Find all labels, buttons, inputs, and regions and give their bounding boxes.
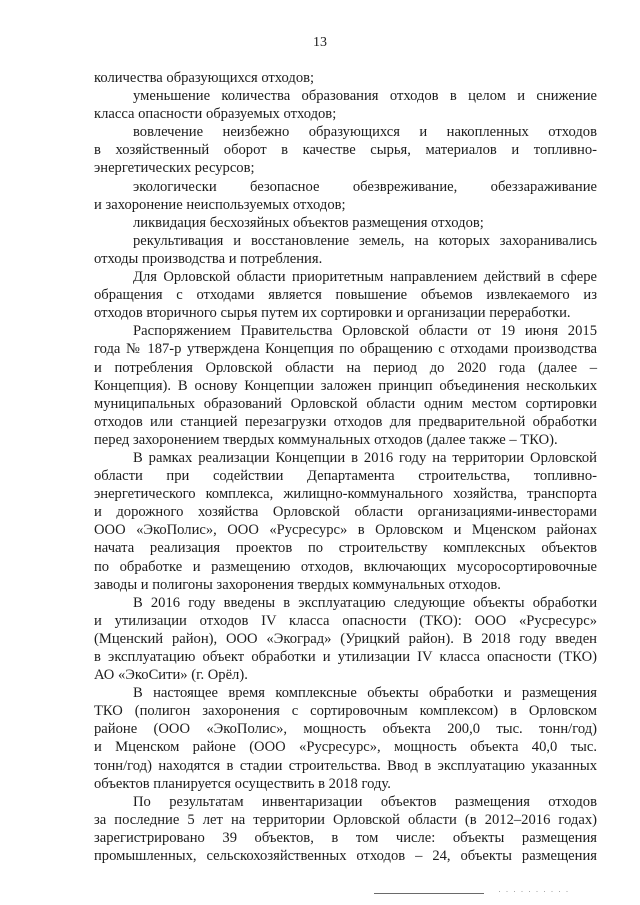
text-line: зарегистрировано 39 объектов, в том числе: объекты размещения (94, 829, 597, 846)
text-line: вовлечение неизбежно образующихся и накопленных отходов (133, 124, 597, 141)
paragraph (94, 449, 597, 594)
paragraph (94, 69, 597, 87)
paragraph (94, 178, 597, 214)
text-line: за последние 5 лет на территории Орловской области (в 2012–2016 годах) (94, 811, 597, 828)
text-line: рекультивация и восстановление земель, на которых захоранивались (133, 232, 597, 249)
text-line: в эксплуатацию объект обработки и утилизации IV класса опасности (ТКО) (94, 649, 597, 665)
text-line: АО «ЭкоСити» (г. Орёл). (94, 667, 248, 684)
document-body (94, 69, 597, 865)
text-line: в хозяйственный оборот в качестве сырья, материалов и топливно- (94, 142, 597, 159)
paragraph (94, 793, 597, 865)
paragraph (94, 87, 597, 123)
text-line: уменьшение количества образования отходов в целом и снижение (133, 88, 597, 105)
paragraph (94, 268, 597, 322)
text-line: В рамках реализации Концепции в 2016 году на территории Орловской (133, 449, 597, 466)
text-line: тонн/год) находятся в стадии строительства. Ввод в эксплуатацию указанных (94, 757, 597, 774)
text-line: отходы производства и потребления. (94, 250, 323, 267)
text-line: обращения с отходами является повышение объемов извлекаемого из (94, 287, 597, 304)
paragraph (94, 214, 597, 232)
text-line: области при содействии Департамента строительства, топливно- (94, 468, 597, 485)
text-line: промышленных, сельскохозяйственных отходов – 24, объекты размещения (94, 848, 597, 865)
paragraph (94, 232, 597, 268)
paragraph (94, 322, 597, 449)
text-line: энергетических ресурсов; (94, 160, 255, 177)
text-line: количества образующихся отходов; (94, 70, 315, 86)
text-line: заводы и полигоны захоронения твердых коммунальных отходов. (94, 576, 501, 593)
text-line: и утилизации отходов IV класса опасности (ТКО): ООО «Русресурс» (94, 612, 597, 629)
text-line: отходов вторичного сырья путем их сортировки и организации переработки. (94, 305, 571, 322)
footer-print-mark: · · · · · · · · · · (498, 886, 570, 896)
text-line: года № 187-р утверждена Концепция по обращению с отходами производства (94, 341, 597, 358)
text-line: районе (ООО «ЭкоПолис», мощность объекта 200,0 тыс. тонн/год) (94, 721, 597, 738)
paragraph (94, 123, 597, 177)
text-line: (Мценский район), ООО «Экоград» (Урицкий район). В 2018 году введен (94, 630, 597, 647)
text-line: отходов или станцией перезагрузки отходов для предварительной обработки (94, 413, 597, 430)
text-line: Для Орловской области приоритетным направлением действий в сфере (133, 269, 597, 286)
text-line: перед захоронением твердых коммунальных отходов (далее также – ТКО). (94, 431, 558, 448)
text-line: объектов планируется осуществить в 2018 году. (94, 775, 391, 792)
text-line: класса опасности образуемых отходов; (94, 106, 337, 123)
text-line: и потребления Орловской области на период до 2020 года (далее – (94, 359, 597, 376)
text-line: ТКО (полигон захоронения с сортировочным комплексом) в Орловском (94, 703, 597, 720)
paragraph (94, 684, 597, 793)
text-line: ликвидация бесхозяйных объектов размещения отходов; (133, 214, 484, 231)
text-line: и захоронение неиспользуемых отходов; (94, 196, 346, 213)
paragraph (94, 594, 597, 684)
text-line: ООО «ЭкоПолис», ООО «Русресурс» в Орловском и Мценском районах (94, 522, 597, 539)
text-line: По результатам инвентаризации объектов размещения отходов (133, 793, 597, 810)
page-number: 13 (313, 35, 327, 50)
text-line: энергетического комплекса, жилищно-коммунального хозяйства, транспорта (94, 486, 597, 503)
footer-rule (374, 893, 484, 894)
text-line: муниципальных образований Орловской области одним местом сортировки (94, 395, 597, 412)
text-line: по обработке и размещению отходов, включающих мусоросортировочные (94, 558, 597, 575)
text-line: и Мценском районе (ООО «Русресурс», мощность объекта 40,0 тыс. (94, 739, 597, 756)
text-line: экологически безопасное обезвреживание, обеззараживание (133, 178, 597, 195)
text-line: Концепция). В основу Концепции заложен принцип объединения нескольких (94, 377, 597, 394)
text-line: и дорожного хозяйства Орловской области организациями-инвесторами (94, 504, 597, 521)
text-line: начата реализация проектов по строительству комплексных объектов (94, 540, 597, 557)
text-line: Распоряжением Правительства Орловской области от 19 июня 2015 (133, 323, 597, 340)
text-line: В настоящее время комплексные объекты обработки и размещения (133, 685, 597, 702)
text-line: В 2016 году введены в эксплуатацию следующие объекты обработки (133, 594, 597, 611)
